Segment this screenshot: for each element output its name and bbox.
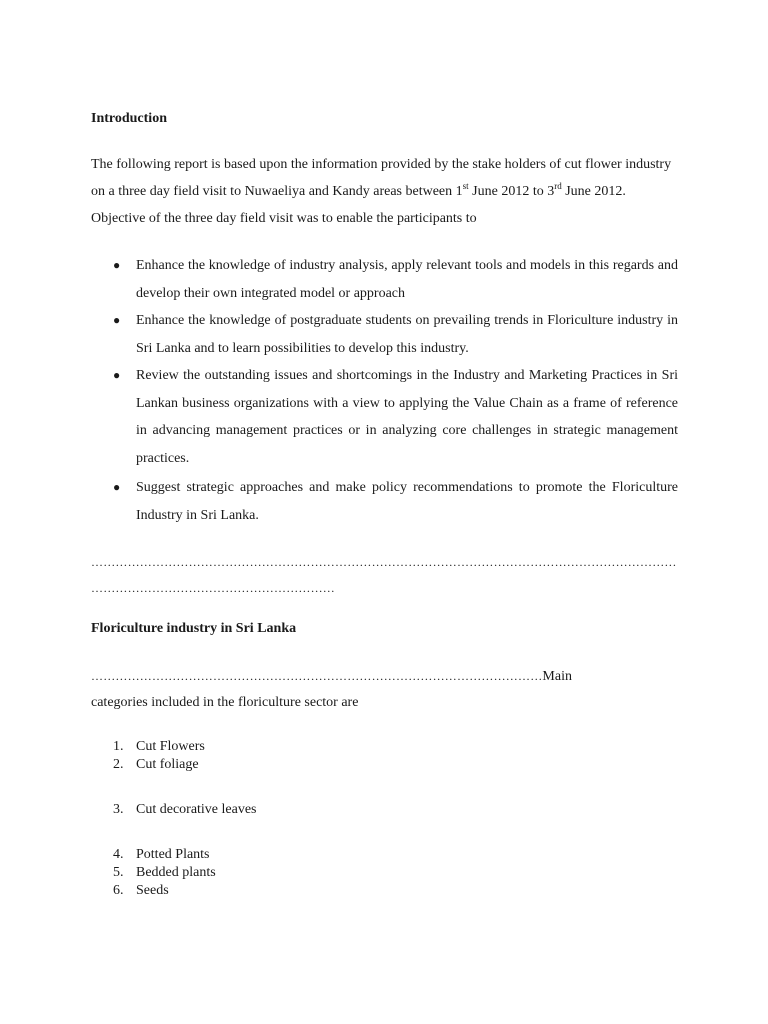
- objective-text: Suggest strategic approaches and make policy recommendations to promote the Floriculture Industry in Sri Lanka.: [136, 480, 678, 523]
- intro-text-part1: The following report is based upon the information provided by the stake holders of cut flower industry on a three day field visit to Nuwaeliya and Kandy areas between 1: [91, 157, 672, 199]
- bullet-icon: ●: [113, 258, 121, 272]
- category-label: Cut foliage: [136, 757, 199, 772]
- floriculture-intro-continuation: categories included in the floriculture sector are: [91, 695, 359, 710]
- category-label: Potted Plants: [136, 847, 210, 862]
- category-label: Cut decorative leaves: [136, 802, 257, 817]
- category-item: [91, 738, 205, 756]
- category-item: [91, 882, 216, 900]
- placeholder-dots-line-2: ……………………………………………………: [91, 581, 335, 595]
- intro-superscript-rd: rd: [554, 181, 562, 191]
- placeholder-dots-line-1: ………………………………………………………………………………………………………………………………: [91, 555, 677, 569]
- category-item: [91, 756, 205, 774]
- category-label: Cut Flowers: [136, 739, 205, 754]
- objective-item: [91, 307, 678, 362]
- category-label: Seeds: [136, 883, 169, 898]
- category-number: 1.: [113, 739, 124, 754]
- objective-item: [91, 474, 678, 529]
- objective-text: Review the outstanding issues and shortcomings in the Industry and Marketing Practices in Sri Lankan business organizations with a view to applying the Value Chain as a frame of reference in advancing management practices or in analyzing core challenges in strategic management practices.: [136, 368, 678, 466]
- objective-item: [91, 252, 678, 307]
- category-number: 2.: [113, 757, 124, 772]
- floriculture-heading: Floriculture industry in Sri Lanka: [91, 621, 297, 636]
- placeholder-dots-prefix: …………………………………………………………………………………………………: [91, 669, 543, 683]
- objective-item: [91, 362, 678, 472]
- categories-list-a: [91, 738, 205, 774]
- introduction-heading: Introduction: [91, 111, 167, 126]
- category-label: Bedded plants: [136, 865, 216, 880]
- bullet-icon: ●: [113, 313, 121, 327]
- category-item: [91, 846, 216, 864]
- category-item: [91, 801, 257, 819]
- intro-text-part2: June 2012 to 3: [468, 184, 555, 199]
- main-text: Main: [542, 669, 572, 684]
- category-number: 6.: [113, 883, 124, 898]
- objective-text: Enhance the knowledge of postgraduate students on prevailing trends in Floriculture industry in Sri Lanka and to learn possibilities to develop this industry.: [136, 313, 678, 356]
- category-number: 4.: [113, 847, 124, 862]
- categories-list-b: [91, 801, 257, 819]
- category-number: 5.: [113, 865, 124, 880]
- category-item: [91, 864, 216, 882]
- objectives-list: [91, 252, 678, 529]
- bullet-icon: ●: [113, 480, 121, 494]
- intro-text-part3: June 2012. Objective of the three day field visit was to enable the participants to: [91, 184, 626, 226]
- categories-list-c: [91, 846, 216, 900]
- bullet-icon: ●: [113, 368, 121, 382]
- category-number: 3.: [113, 802, 124, 817]
- floriculture-intro-line: [91, 663, 681, 690]
- intro-superscript-st: st: [462, 181, 469, 191]
- introduction-paragraph: [91, 151, 681, 232]
- objective-text: Enhance the knowledge of industry analysis, apply relevant tools and models in this regards and develop their own integrated model or approach: [136, 258, 678, 301]
